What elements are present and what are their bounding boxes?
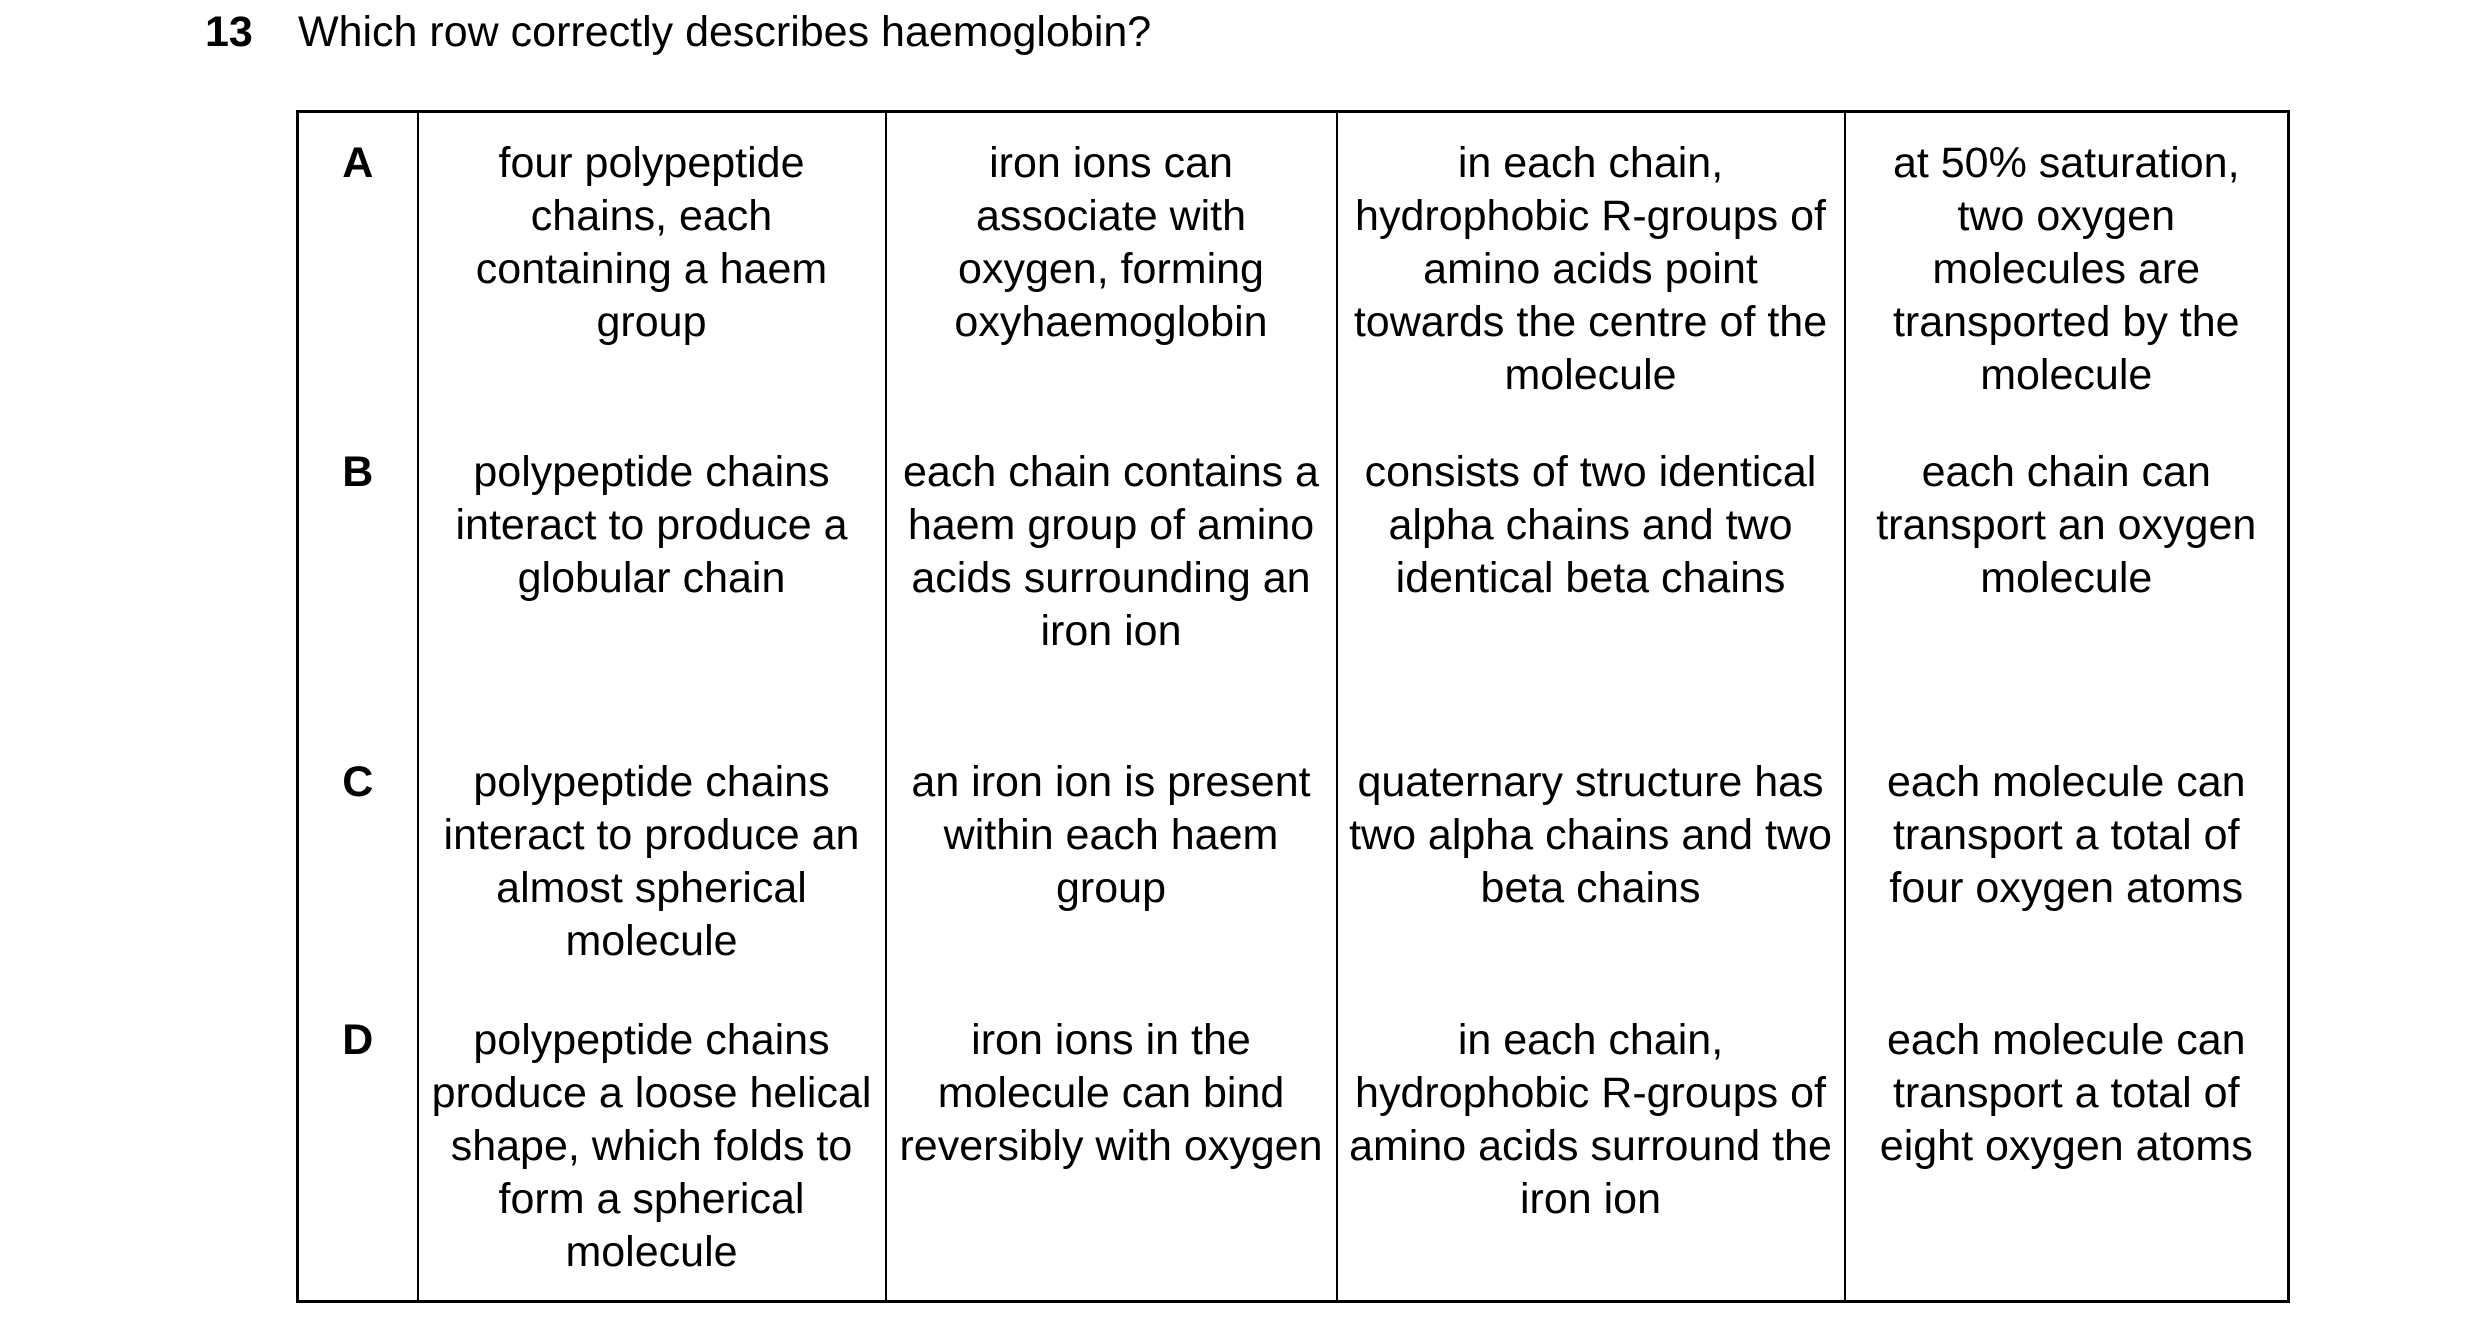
option-cell: polypeptide chains interact to produce an almost spherical molecule (418, 732, 886, 990)
option-row-c (298, 732, 2289, 990)
option-cell: polypeptide chains interact to produce a globular chain (418, 422, 886, 732)
option-letter: A (342, 139, 374, 187)
option-cell: each molecule can transport a total of eight oxygen atoms (1845, 990, 2289, 1302)
option-cell: polypeptide chains produce a loose helical shape, which folds to form a spherical molecule (418, 990, 886, 1302)
option-cell: in each chain, hydrophobic R-groups of amino acids surround the iron ion (1337, 990, 1845, 1302)
option-cell: each molecule can transport a total of four oxygen atoms (1845, 732, 2289, 990)
option-row-b (298, 422, 2289, 732)
option-cell: an iron ion is present within each haem group (886, 732, 1337, 990)
option-cell: consists of two identical alpha chains and two identical beta chains (1337, 422, 1845, 732)
option-letter: D (342, 1015, 374, 1064)
option-cell: four polypeptide chains, each containing a haem group (418, 112, 886, 422)
option-letter: B (342, 447, 374, 496)
option-cell: each chain can transport an oxygen molecule (1845, 422, 2289, 732)
option-cell: quaternary structure has two alpha chains and two beta chains (1337, 732, 1845, 990)
answer-table (296, 110, 2290, 1303)
option-row-d (298, 990, 2289, 1302)
option-cell: at 50% saturation, two oxygen molecules are transported by the molecule (1845, 112, 2289, 422)
option-cell: each chain contains a haem group of amino acids surrounding an iron ion (886, 422, 1337, 732)
question-number: 13 (205, 8, 253, 56)
option-cell: iron ions in the molecule can bind reversibly with oxygen (886, 990, 1337, 1302)
option-cell: in each chain, hydrophobic R-groups of amino acids point towards the centre of the molecule (1337, 112, 1845, 422)
question-text: Which row correctly describes haemoglobin? (298, 8, 1152, 56)
option-cell: iron ions can associate with oxygen, forming oxyhaemoglobin (886, 112, 1337, 422)
option-row-a (298, 112, 2289, 422)
option-letter: C (342, 757, 374, 806)
question-heading (205, 4, 1151, 60)
